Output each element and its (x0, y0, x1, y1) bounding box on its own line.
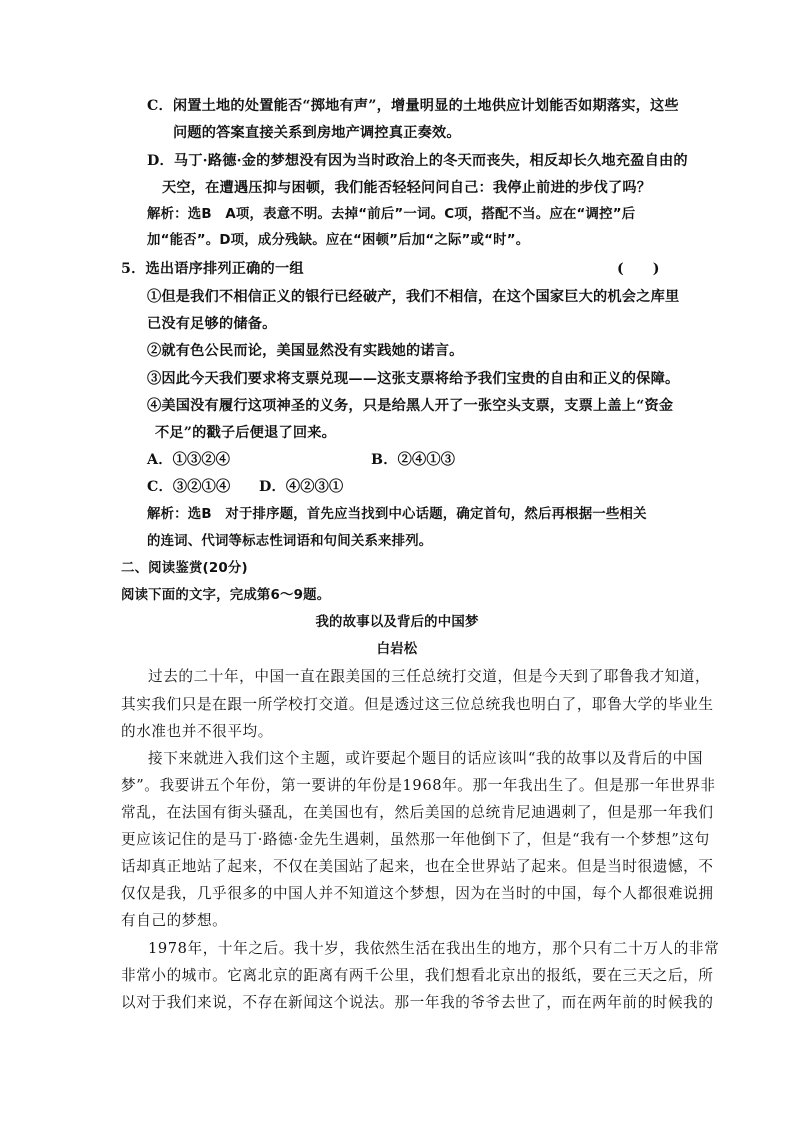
article-p1-line2: 其实我们只是在跟一所学校打交道。但是透过这三位总统我也明白了，耶鲁大学的毕业生 (121, 696, 714, 713)
q5-option-c: C．③②①④ (147, 479, 231, 495)
q5-stem: 5．选出语序排列正确的一组 (121, 261, 304, 277)
article-p1-line3: 的水准也并不很平均。 (121, 723, 273, 740)
q5-item4-line1: ④美国没有履行这项神圣的义务，只是给黑人开了一张空头支票，支票上盖上“资金 (147, 398, 674, 414)
q4-analysis-line1: 解析：选B A项，表意不明。去掉“前后”一词。C项，搭配不当。应在“调控”后 (147, 207, 636, 222)
q5-item1-line2: 已没有足够的储备。 (147, 316, 277, 332)
article-title: 我的故事以及背后的中国梦 (315, 615, 479, 630)
article-p3-line2: 非常小的城市。它离北京的距离有两千公里，我们想看北京出的报纸，要在三天之后，所 (121, 967, 714, 984)
q5-option-a: A．①③②④ (147, 452, 231, 468)
q4-analysis-line2: 加“能否”。D项，成分残缺。应在“困顿”后加“之际”或“时”。 (147, 233, 530, 248)
q5-analysis-line2: 的连词、代词等标志性词语和句间关系来排列。 (147, 534, 433, 549)
q5-item1-line1: ①但是我们不相信正义的银行已经破产，我们不相信，在这个国家巨大的机会之库里 (147, 289, 680, 305)
article-author: 白岩松 (376, 642, 418, 657)
q4-option-c-line2: 问题的答案直接关系到房地产调控真正奏效。 (173, 125, 461, 141)
article-p2-line3: 常乱，在法国有街头骚乱，在美国也有，然后美国的总统肯尼迪遇刺了，但是那一年我们 (121, 804, 714, 821)
q5-answer-bracket: ( ) (617, 261, 660, 277)
q5-option-b: B．②④①③ (371, 452, 456, 468)
article-p2-line6: 仅仅是我，几乎很多的中国人并不知道这个梦想，因为在当时的中国，每个人都很难说拥 (121, 885, 714, 902)
q5-analysis-line1: 解析：选B 对于排序题，首先应当找到中心话题，确定首句，然后再根据一些相关 (147, 507, 647, 522)
q4-option-d-line2: 天空，在遭遇压抑与困顿，我们能否轻轻问问自己：我停止前进的步伐了吗？ (162, 180, 652, 196)
article-p3-line1: 1978年，十年之后。我十岁，我依然生活在我出生的地方，那个只有二十万人的非常 (148, 940, 720, 957)
q4-option-d-line1: D．马丁·路德·金的梦想没有因为当时政治上的冬天而丧失，相反却长久地充盈自由的 (147, 153, 688, 169)
article-p2-line2: 梦”。我要讲五个年份，第一要讲的年份是1968年。那一年我出生了。但是那一年世界非 (121, 777, 716, 794)
article-p2-line1: 接下来就进入我们这个主题，或许要起个题目的话应该叫“我的故事以及背后的中国 (148, 750, 704, 767)
q5-item2: ②就有色公民而论，美国显然没有实践她的诺言。 (147, 343, 464, 359)
article-p2-line5: 话却真正地站了起来，不仅在美国站了起来，也在全世界站了起来。但是当时很遗憾，不 (121, 858, 714, 875)
section-instruction: 阅读下面的文字，完成第6～9题。 (121, 588, 331, 603)
article-p2-line4: 更应该记住的是马丁·路德·金先生遇刺，虽然那一年他倒下了，但是“我有一个梦想”这句 (121, 831, 710, 848)
q5-item3: ③因此今天我们要求将支票兑现——这张支票将给予我们宝贵的自由和正义的保障。 (147, 371, 680, 387)
q4-option-c-line1: C．闲置土地的处置能否“掷地有声”，增量明显的土地供应计划能否如期落实，这些 (147, 98, 679, 114)
q5-item4-line2: 不足”的戳子后便退了回来。 (155, 425, 337, 441)
article-p1-line1: 过去的二十年，中国一直在跟美国的三任总统打交道，但是今天到了耶鲁我才知道， (148, 668, 711, 685)
article-p2-line7: 有自己的梦想。 (121, 912, 228, 929)
q5-option-d: D．④②③① (259, 479, 344, 495)
section-heading: 二、阅读鉴赏(20分) (121, 561, 248, 576)
article-p3-line3: 以对于我们来说，不存在新闻这个说法。那一年我的爷爷去世了，而在两年前的时候我的 (121, 994, 714, 1011)
